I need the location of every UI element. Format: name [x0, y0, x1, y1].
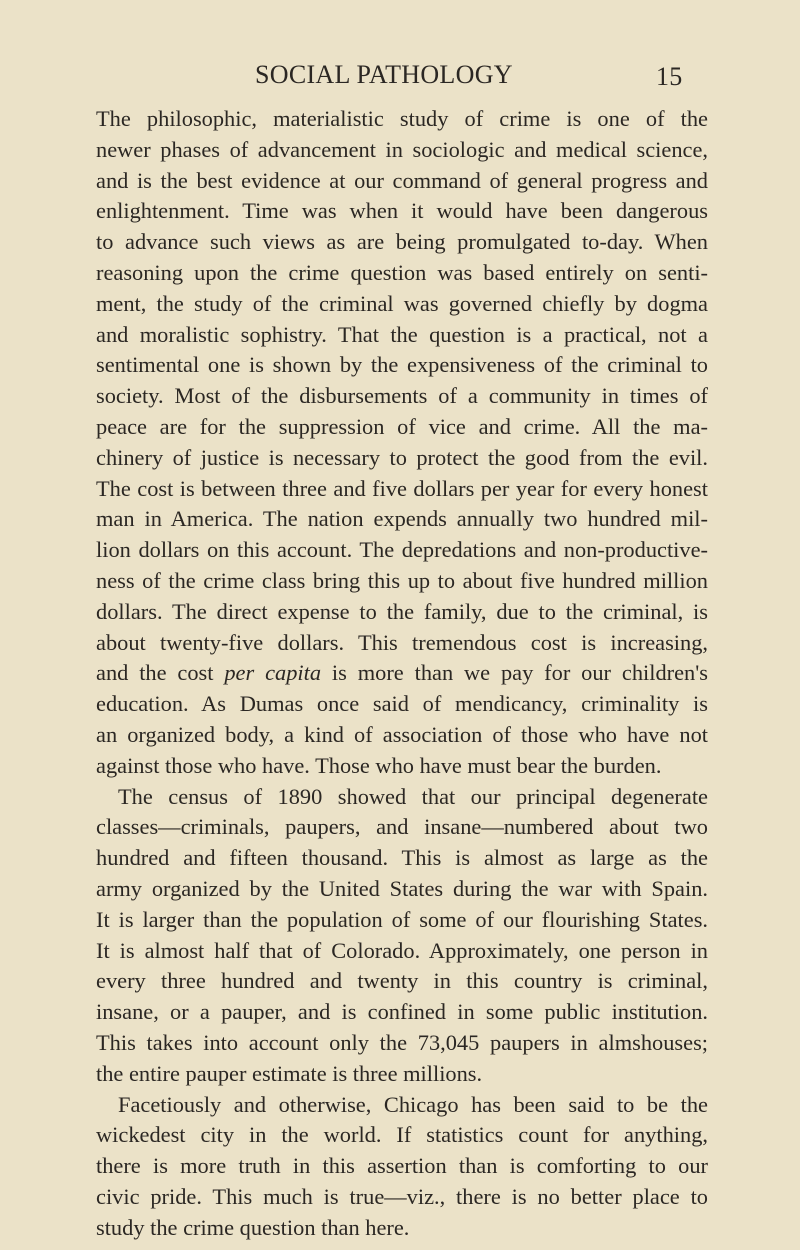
text-line: to advance such views as are being promulgated to-day. When	[96, 229, 708, 255]
text-line: about twenty-five dollars. This tremendous cost is increasing,	[96, 629, 708, 655]
text-line: insane, or a pauper, and is confined in some public institution.	[96, 999, 708, 1025]
text-line: enlightenment. Time was when it would have been dangerous	[96, 198, 708, 224]
text-line: sentimental one is shown by the expensiveness of the criminal to	[96, 352, 708, 378]
text-line: reasoning upon the crime question was based entirely on senti-	[96, 259, 708, 285]
text-line: dollars. The direct expense to the family, due to the criminal, is	[96, 598, 708, 624]
page-number: 15	[656, 62, 683, 91]
text-line: the entire pauper estimate is three millions.	[96, 1060, 483, 1086]
text-line: chinery of justice is necessary to protect the good from the evil.	[96, 444, 708, 470]
text-line: ment, the study of the criminal was governed chiefly by dogma	[96, 290, 708, 316]
text-line: against those who have. Those who have must bear the burden.	[96, 752, 662, 778]
text-line: hundred and fifteen thousand. This is almost as large as the	[96, 845, 708, 871]
text-line: This takes into account only the 73,045 paupers in almshouses;	[96, 1029, 708, 1055]
text-line: Facetiously and otherwise, Chicago has been said to be the	[118, 1091, 708, 1117]
text-line: ness of the crime class bring this up to about five hundred million	[96, 567, 708, 593]
text-line: army organized by the United States during the war with Spain.	[96, 875, 708, 901]
text-line: The philosophic, materialistic study of crime is one of the	[96, 106, 708, 131]
text-line: The census of 1890 showed that our principal degenerate	[118, 783, 708, 809]
text-segment: is more than we pay for our children's	[321, 660, 708, 686]
text-line: there is more truth in this assertion than is comforting to our	[96, 1153, 708, 1179]
body-text	[96, 104, 708, 1243]
text-segment: and the cost	[96, 660, 225, 686]
text-line: man in America. The nation expends annually two hundred mil-	[96, 506, 708, 532]
text-line: civic pride. This much is true—viz., there is no better place to	[96, 1183, 708, 1209]
text-line: classes—criminals, paupers, and insane—numbered about two	[96, 814, 708, 840]
text-line	[96, 658, 708, 689]
running-head	[0, 60, 800, 90]
text-line: wickedest city in the world. If statistics count for anything,	[96, 1122, 708, 1148]
italic-phrase: per capita	[224, 660, 322, 686]
text-line: newer phases of advancement in sociologic and medical science,	[96, 136, 708, 162]
running-title: SOCIAL PATHOLOGY	[255, 60, 513, 89]
text-line: It is larger than the population of some of our flourishing States.	[96, 906, 708, 932]
text-line: study the crime question than here.	[96, 1214, 410, 1240]
text-line: The cost is between three and five dollars per year for every honest	[96, 475, 708, 501]
text-line: It is almost half that of Colorado. Approximately, one person in	[96, 937, 708, 963]
text-line: and moralistic sophistry. That the question is a practical, not a	[96, 321, 708, 347]
text-line: society. Most of the disbursements of a community in times of	[96, 383, 708, 409]
text-line: an organized body, a kind of association of those who have not	[96, 721, 708, 747]
text-line: education. As Dumas once said of mendicancy, criminality is	[96, 691, 708, 717]
text-line: peace are for the suppression of vice and crime. All the ma-	[96, 413, 708, 439]
text-line: lion dollars on this account. The depredations and non-productive-	[96, 537, 708, 563]
text-line: and is the best evidence at our command of general progress and	[96, 167, 708, 193]
text-line: every three hundred and twenty in this country is criminal,	[96, 968, 708, 994]
